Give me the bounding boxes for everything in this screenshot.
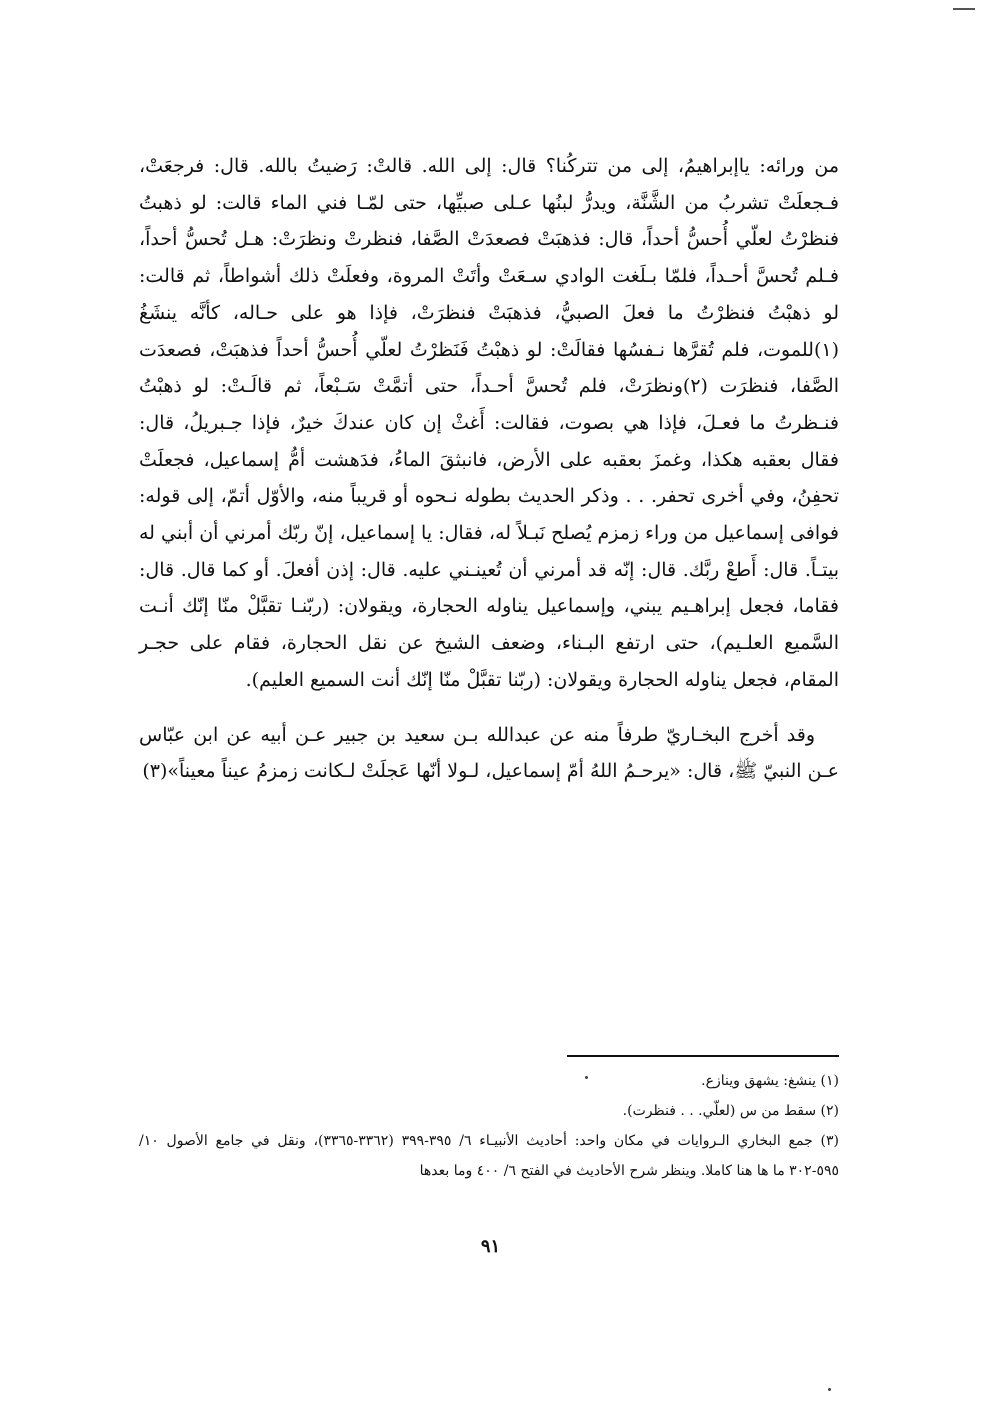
page-number: ٩١: [480, 1236, 501, 1257]
stray-mark-bottom: [828, 1388, 831, 1391]
footnote-1: (١) ينشغ: يشهق وينازع.: [701, 1073, 839, 1089]
paragraph-bukhari: وقد أخرج البخـاريّ طرفاً منه عن عبدالله بـن سعيد بن جبير عـن أبيه عن ابن عبّاس عـن النبيّ ﷺ، قال: «يرحـمُ اللهُ أمّ إسماعيل، لـولا أنّها عَجلَتْ لـكانت زمزمُ عيناً معيناً»(٣): [139, 723, 839, 783]
main-text: [139, 148, 839, 790]
footnote-2: (٢) سقط من س (لعلّي. . . فنظرت).: [622, 1103, 839, 1119]
footnote-3: (٣) جمع البخاري الـروايات في مكان واحد: أحاديث الأنبيـاء ٦/ ٣٩٥-٣٩٩ (٣٣٦٢-٣٣٦٥)، ونقل في جامع الأصول ١٠/ ٥٩٥-٣٠٢ ما ها هنا كاملا. وينظر شرح الأحاديث في الفتح ٦/ ٤٠٠ وما بعدها: [139, 1133, 839, 1179]
footnotes: [139, 1066, 839, 1186]
stray-mark: [585, 1076, 588, 1079]
corner-scan-mark: [953, 8, 975, 10]
paragraph-hadith: من ورائه: ياإبراهيمُ، إلى من تتركُنا؟ قال: إلى الله. قالتْ: رَضيتُ بالله. قال: فرجعَتْ، فـجعلَتْ تشربُ من الشَّنَّة، ويدرُّ لبنُها عـلى صبيِّها، حتى لمّـا فني الماء قالت: لو ذهبتُ فنظرْتُ لعلّي أُحسُّ أحداً، قال: فذهبَتْ فصعدَتْ الصَّفا، فنظرتْ ونظرَتْ: هـل تُحسُّ أحداً، فـلم تُحسَّ أحـداً، فلمّا بـلَغت الوادي سـعَتْ وأتَتْ المروة، وفعلَتْ ذلك أشواطاً، ثم قالت: لو ذهبْتُ فنظرْتُ ما فعلَ الصبيُّ، فذهبَتْ فنظرَتْ، فإذا هو على حـاله، كأنَّه ينشَغُ (١)للموت، فلم تُقرَّها نـفسُها فقالَتْ: لو ذهبْتُ فَنَظرْتُ لعلّي أُحسُّ أحداً فذهبَتْ، فصعدَت الصَّفا، فنظرَت (٢)ونظرَتْ، فلم تُحسَّ أحـداً، حتى أتمَّتْ سَـبْعاً، ثم قالَـتْ: لو ذهبْتُ فنـظرتُ ما فعـلَ، فإذا هي بصوت، فقالت: أَغثْ إن كان عندكَ خيرٌ، فإذا جـبريلُ، قال: فقال بعقبه هكذا، وغمزَ بعقبه على الأرض، فانبثقَ الماءُ، فدَهشت أمُّ إسماعيل، فجعلَتْ تحفِنُ، وفي أخرى تحفر. . . وذكر الحديث بطوله نـحوه أو قريباً منه، والأوّل أتمّ، إلى قوله: فوافى إسماعيل من وراء زمزم يُصلح نَبـلاً له، فقال: يا إسماعيل، إنّ ربّك أمرني أن أبني له بيتـاً. قال: أَطعْ ربَّك. قال: إنّه قد أمرني أن تُعينـني عليه. قال: إذن أفعلَ. أو كما قال. قال: فقاما، فجعل إبراهـيم يبني، وإسماعيل يناوله الحجارة، ويقولان: (ربّنـا تقبَّلْ منّا إنّك أنـت السَّميع العلـيم)، حتى ارتفع البـناء، وضعف الشيخ عن نقل الحجارة، فقام على حجـر المقام، فجعل يناوله الحجارة ويقولان: (ربّنا تقبَّلْ منّا إنّك أنت السميع العليم).: [139, 155, 840, 691]
footnote-separator: [567, 1055, 839, 1057]
